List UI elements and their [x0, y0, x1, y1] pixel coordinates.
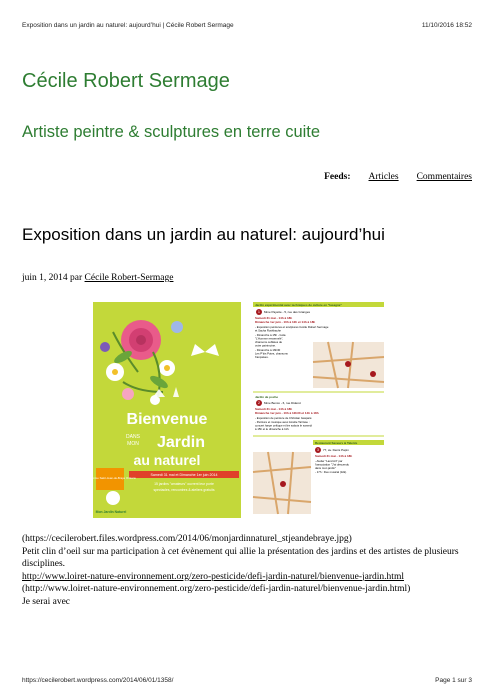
print-header-title: Exposition dans un jardin au naturel: aujourd’hui | Cécile Robert Sermage — [22, 22, 234, 29]
poster-artwork — [84, 302, 241, 518]
print-footer-page: Page 1 sur 3 — [435, 677, 472, 684]
s2-title: Jardin de poche — [255, 395, 279, 399]
svg-text:françaises.: françaises. — [255, 355, 269, 359]
poster-dates: Samedi 31 mai et Dimanche 1er juin 2014 — [150, 473, 218, 477]
svg-text:Les P’tits Potes, chansons: Les P’tits Potes, chansons — [255, 351, 288, 356]
svg-text:et Sacha Roshbache: et Sacha Roshbache — [255, 328, 281, 333]
info-artwork — [253, 302, 384, 518]
print-footer — [22, 677, 472, 684]
print-footer-url: https://cecilerobert.wordpress.com/2014/06/01/1358/ — [22, 677, 174, 684]
print-header-datetime: 11/10/2016 18:52 — [421, 22, 472, 29]
svg-text:chansons oubliées de: chansons oubliées de — [255, 340, 283, 344]
svg-text:3: 3 — [317, 448, 319, 453]
svg-text:à 15h et le dimanche à 11h.: à 15h et le dimanche à 11h. — [255, 427, 290, 431]
external-link[interactable]: http://www.loiret-nature-environnement.org/zero-pesticide/defi-jardin-naturel/bienvenue-jardin.html — [22, 571, 404, 582]
feeds-bar — [324, 172, 472, 182]
svg-text:- Dimanche à 15h - Gola: - Dimanche à 15h - Gola — [255, 333, 286, 337]
feeds-label: Feeds: — [324, 172, 351, 182]
svg-text:- Exposition de peinture de Ch: - Exposition de peinture de Christian Gasparé — [255, 416, 312, 420]
svg-text:- Peinture et musique avec Amé: - Peinture et musique avec Amélie Tarrisse : — [255, 420, 310, 424]
external-link-paren: (http://www.loiret-nature-environnement.org/zero-pesticide/defi-jardin-naturel/bienvenue-jardin.html) — [22, 584, 411, 594]
image-url-text: (https://cecilerobert.files.wordpress.com/2014/06/monjardinnaturel_stjeandebraye.jpg) — [22, 534, 352, 544]
svg-text:- Exposition peintures et scul: - Exposition peintures et sculptures Cécile Robert Sermage — [255, 325, 329, 329]
svg-text:Mme Benco - 6, rue Diderot: Mme Benco - 6, rue Diderot — [264, 401, 301, 405]
programme-text: Programme Saint-Jean-de-Braye Orléans — [84, 476, 136, 480]
event-poster-image[interactable] — [84, 302, 241, 518]
post-paragraph: Petit clin d’oeil sur ma participation à cet évènement qui allie la présentation des jardins et des artistes de plusieurs disciplines. — [22, 546, 459, 569]
poster-au-naturel: au naturel — [133, 452, 201, 468]
svg-text:- 17h : Duo musical (folk).: - 17h : Duo musical (folk). — [315, 470, 347, 474]
svg-text:Dimanche 1er juin - 10h à 12h3: Dimanche 1er juin - 10h à 12h30 et 14h à 18h — [255, 411, 319, 415]
poster-mon: MON — [127, 441, 139, 447]
poster-blurb-1: 15 jardins "amateurs" ouvrent leur porte — [154, 482, 214, 486]
svg-text:2: 2 — [258, 401, 260, 406]
svg-text:dans mon jardin": dans mon jardin" — [315, 466, 336, 470]
post-author-link[interactable]: Cécile Robert-Sermage — [84, 273, 174, 283]
logo-seal — [106, 491, 120, 505]
blue-flower — [171, 321, 183, 333]
poster-jardin: Jardin — [156, 434, 206, 451]
poster-blurb-2: spectacles, rencontres & ateliers gratuits — [153, 488, 215, 492]
site-title[interactable]: Cécile Robert Sermage — [22, 70, 230, 92]
s1-title: Jardin expérimental avec techniques de culture en "lasagne" — [255, 303, 342, 307]
svg-text:"L’Homme ressemelé",: "L’Homme ressemelé", — [255, 336, 284, 341]
svg-text:l’association "J’ai descendu: l’association "J’ai descendu — [315, 462, 350, 467]
svg-text:77, av. Denis Papin: 77, av. Denis Papin — [323, 448, 349, 452]
feed-comments-link[interactable]: Commentaires — [416, 172, 472, 182]
poster-bienvenue: Bienvenue — [126, 411, 208, 428]
svg-text:votre patrimoine.: votre patrimoine. — [255, 343, 276, 348]
s3-title: Restaurant Saveurs & Talents — [315, 441, 358, 445]
feed-articles-link[interactable]: Articles — [368, 172, 399, 182]
post-closing: Je serai avec — [22, 596, 70, 607]
svg-text:Samedi 31 mai - 14h à 18h: Samedi 31 mai - 14h à 18h — [255, 316, 293, 320]
svg-text:1: 1 — [258, 310, 260, 315]
svg-text:Dimanche 1er juin - 10h à 12h: Dimanche 1er juin - 10h à 12h et 14h à 18h — [255, 320, 316, 324]
event-info-image[interactable] — [253, 302, 384, 518]
print-header — [22, 22, 472, 29]
post-title: Exposition dans un jardin au naturel: aujourd’hui — [22, 225, 385, 244]
butterfly-icon — [191, 344, 219, 356]
post-date-by: juin 1, 2014 par — [22, 273, 83, 283]
s1-addr: Mme Payette - 5, rue des Granges — [264, 310, 311, 314]
garden-silhouette — [153, 387, 179, 397]
poster-dans: DANS — [126, 434, 140, 440]
site-subtitle: Artiste peintre & sculptures en terre cuite — [22, 123, 321, 141]
svg-text:Samedi 31 mai - 14h à 18h: Samedi 31 mai - 14h à 18h — [255, 407, 293, 411]
post-meta — [22, 273, 173, 283]
svg-text:concert harpe celtique et lire: concert harpe celtique et lire sabots le samedi — [255, 423, 312, 428]
svg-text:- Atelier "Land Art" par: - Atelier "Land Art" par — [315, 459, 343, 463]
post-content — [22, 533, 474, 608]
poster-logo-text: Mon Jardin Naturel — [95, 510, 127, 514]
svg-text:- Dimanche à 16h30: - Dimanche à 16h30 — [255, 348, 281, 352]
svg-text:Samedi 31 mai - 14h à 18h: Samedi 31 mai - 14h à 18h — [315, 454, 353, 458]
